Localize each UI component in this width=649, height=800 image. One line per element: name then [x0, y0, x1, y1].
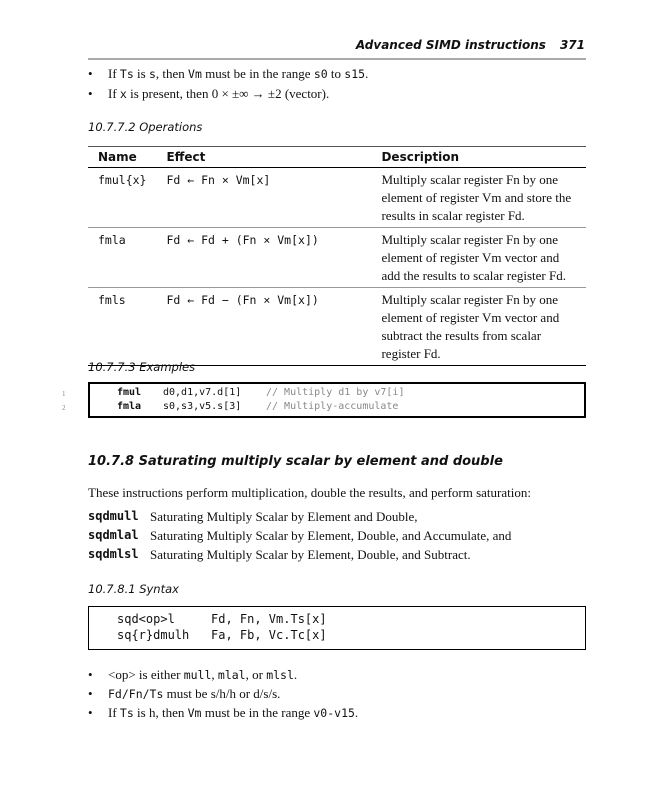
definition-term: sqdmlsl — [88, 547, 139, 561]
syntax-args: Fd, Fn, Vm.Ts[x] — [211, 612, 327, 626]
instruction-description: Multiply scalar register Fn by one element of register Vm vector and subtract the results from scalar register Fd. — [371, 288, 586, 366]
code-term: Ts — [119, 706, 134, 720]
code-term: s15 — [344, 67, 366, 81]
header-rule — [88, 58, 586, 60]
line-number: 1 — [62, 390, 66, 398]
code-term: mlsl — [266, 668, 294, 682]
operations-table — [88, 146, 586, 366]
operations-heading: 10.7.7.2 Operations — [88, 120, 203, 134]
code-args: d0,d1,v7.d[1] — [163, 387, 242, 398]
syntax-args: Fa, Fb, Vc.Tc[x] — [211, 628, 327, 642]
document-page: Advanced SIMD instructions 371 If Ts is s, then Vm must be in the range s0 to s15. If x is present, then 0 × ±∞ → ±2 (vector). 10.7.7.2 Operations Name Effect Description fmul{x} Fd ← Fn × Vm[x] Multiply scalar register Fn by one element of register Vm and store the results in scalar register Fd. fmla Fd ← Fd + (Fn × Vm[x]) Multiply scalar register Fn by one element of register Vm vector and add the results to scalar register Fd. fmls Fd ← Fd − (Fn × Vm[x]) Multiply scalar register Fn by one element of register Vm vector and subtract the results from scalar register Fd. 10.7.7.3 Examples 1 fmul d0,d1,v7.d[1] // Multiply d1 by v7[i] 2 fmla s0,s3,v5.s[3] // Multiply-accumulate 10.7.8 Saturating multiply scalar by element and double These instructions perform multiplication, double the results, and perform saturation: sqdmull Saturating Multiply Scalar by Element and Double, sqdmlal Saturating Multiply Scalar by Element, Double, and Accumulate, and sqdmlsl Saturating Multiply Scalar by Element, Double, and Subtract. 10.7.8.1 Syntax sqd<op>l Fd, Fn, Vm.Ts[x] sq{r}dmulh Fa, Fb, Vc.Tc[x] <op> is either mull, mlal, or mlsl. Fd/Fn/Ts must be s/h/h or d/s/s. If Ts is h, then Vm must be in the range v0-v15. — [0, 0, 649, 800]
instruction-name: fmls — [88, 288, 156, 366]
instruction-effect: Fd ← Fd − (Fn × Vm[x]) — [156, 288, 371, 366]
instruction-name: fmla — [88, 228, 156, 288]
header-title: Advanced SIMD instructions — [355, 38, 546, 52]
instruction-description: Multiply scalar register Fn by one element of register Vm and store the results in scalar register Fd. — [371, 168, 586, 228]
code-term: x — [119, 87, 127, 101]
code-term: Vm — [187, 706, 202, 720]
section-title: 10.7.8 Saturating multiply scalar by element and double — [88, 454, 503, 469]
code-args: s0,s3,v5.s[3] — [163, 401, 242, 412]
code-term: mull — [183, 668, 212, 682]
code-term: s — [148, 67, 156, 81]
code-comment: // Multiply-accumulate — [266, 401, 399, 412]
code-term: Fd/Fn/Ts — [108, 687, 164, 701]
code-term: Ts — [119, 67, 134, 81]
instruction-description: Multiply scalar register Fn by one element of register Vm vector and add the results to scalar register Fd. — [371, 228, 586, 288]
page-number: 371 — [559, 38, 585, 52]
column-header: Name — [88, 147, 156, 168]
syntax-heading: 10.7.8.1 Syntax — [88, 582, 179, 596]
instruction-effect: Fd ← Fn × Vm[x] — [156, 168, 371, 228]
table-row — [88, 168, 586, 228]
definition-text: Saturating Multiply Scalar by Element, Double, and Subtract. — [150, 547, 471, 562]
running-header — [356, 38, 585, 52]
column-header: Description — [371, 147, 586, 168]
code-term: s0 — [313, 67, 328, 81]
code-op: fmul — [117, 387, 142, 398]
code-term: Vm — [188, 67, 202, 81]
code-comment: // Multiply d1 by v7[i] — [266, 387, 405, 398]
syntax-op: sq{r}dmulh — [117, 628, 190, 642]
definition-term: sqdmull — [88, 509, 139, 523]
examples-heading: 10.7.7.3 Examples — [88, 360, 196, 374]
line-number: 2 — [62, 404, 66, 412]
definition-text: Saturating Multiply Scalar by Element, Double, and Accumulate, and — [150, 528, 512, 543]
instruction-name: fmul{x} — [88, 168, 156, 228]
code-term: v0-v15 — [313, 706, 355, 720]
syntax-op: sqd<op>l — [117, 612, 175, 626]
code-term: mlal — [217, 668, 246, 682]
table-row — [88, 288, 586, 366]
instruction-effect: Fd ← Fd + (Fn × Vm[x]) — [156, 228, 371, 288]
code-op: fmla — [117, 401, 142, 412]
section-intro: These instructions perform multiplication, double the results, and perform saturation: — [88, 485, 531, 500]
definition-text: Saturating Multiply Scalar by Element and Double, — [150, 509, 418, 524]
definition-term: sqdmlal — [88, 528, 139, 542]
column-header: Effect — [156, 147, 371, 168]
table-row — [88, 228, 586, 288]
